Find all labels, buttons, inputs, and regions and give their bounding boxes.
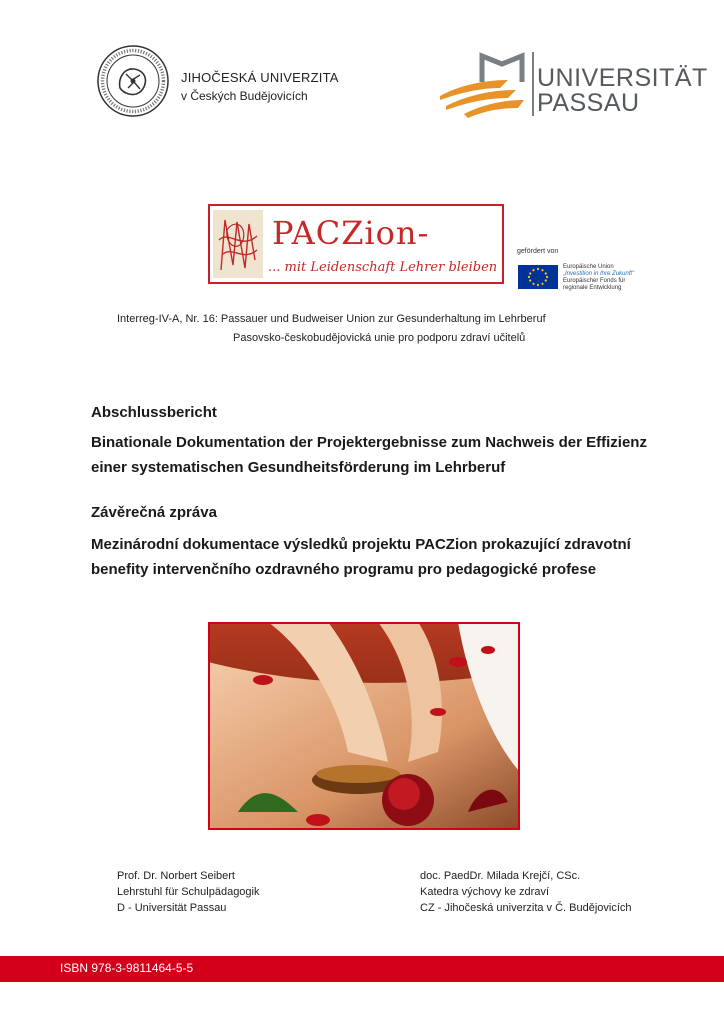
program-line: Pasovsko-českobudějovická unie pro podporu zdraví učitelů: [233, 332, 526, 344]
scribble-figure-icon: [213, 210, 263, 278]
report-heading-cz: Závěrečná zpráva: [91, 504, 217, 521]
paczion-title: PACZion-: [272, 214, 430, 252]
author-right-university: CZ - Jihočeská univerzita v Č. Budějovicích: [420, 902, 632, 914]
program-line: Interreg-IV-A, Nr. 16: Passauer und Budweiser Union zur Gesunderhaltung im Lehrberuf: [117, 313, 546, 325]
paczion-subtitle: ... mit Leidenschaft Lehrer bleiben: [268, 260, 498, 275]
jcu-name: JIHOČESKÁ UNIVERZITA: [181, 70, 339, 85]
report-title-cz: benefity intervenčního ozdravného programu pro pedagogické profese: [91, 561, 597, 578]
eu-text-line: regionale Entwicklung: [563, 285, 622, 291]
passau-name-line2: PASSAU: [537, 89, 640, 117]
report-title-cz: Mezinárodní dokumentace výsledků projektu PACZion prokazující zdravotní: [91, 536, 631, 553]
passau-name-line1: UNIVERSITÄT: [537, 64, 708, 92]
jcu-location: v Českých Budějovicích: [181, 89, 308, 103]
report-title-de: Binationale Dokumentation der Projektergebnisse zum Nachweis der Effizienz: [91, 434, 647, 451]
eu-flag-icon: [518, 265, 558, 289]
massage-photo: [208, 622, 520, 830]
eu-text-line: „Investition in Ihre Zukunft": [563, 271, 635, 277]
author-right-department: Katedra výchovy ke zdraví: [420, 886, 550, 898]
funded-by-label: gefördert von: [517, 248, 559, 255]
author-left-university: D - Universität Passau: [117, 902, 227, 914]
report-title-de: einer systematischen Gesundheitsförderung im Lehrberuf: [91, 459, 506, 476]
author-right-name: doc. PaedDr. Milada Krejčí, CSc.: [420, 870, 581, 882]
university-seal-icon: [96, 44, 170, 118]
report-heading-de: Abschlussbericht: [91, 404, 217, 421]
eu-text-line: Europäischer Fonds für: [563, 278, 626, 284]
author-left-name: Prof. Dr. Norbert Seibert: [117, 870, 235, 882]
isbn-text: ISBN 978-3-9811464-5-5: [60, 961, 194, 975]
eu-text-line: Europäische Union: [563, 264, 614, 270]
author-left-chair: Lehrstuhl für Schulpädagogik: [117, 886, 260, 898]
